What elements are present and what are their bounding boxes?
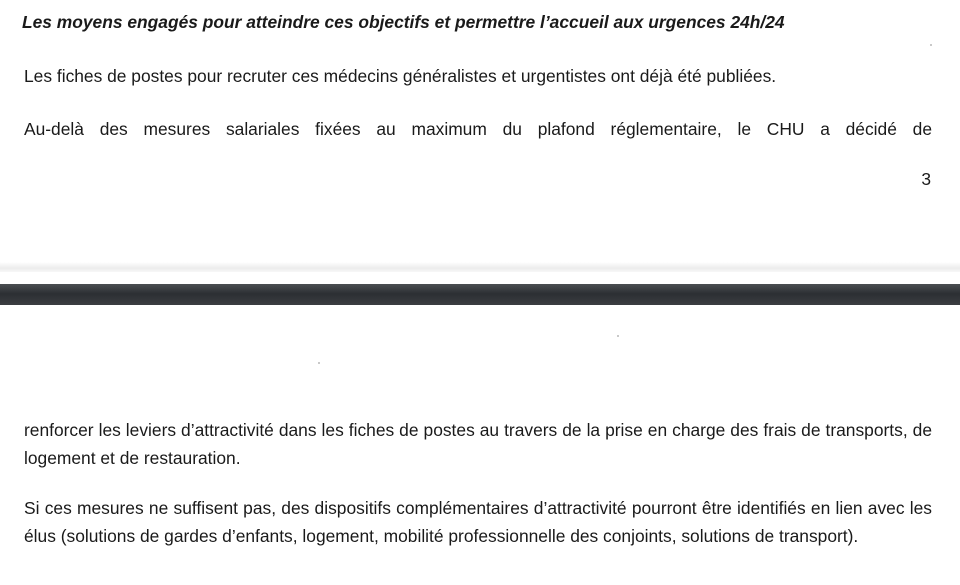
page-bottom [0,305,960,585]
section-heading: Les moyens engagés pour atteindre ces objectifs et permettre l’accueil aux urgences 24h/24 [22,12,785,32]
page-number: 3 [921,169,931,189]
page-top [0,0,960,268]
page-edge-shadow [0,262,960,272]
paragraph-complementary-measures: Si ces mesures ne suffisent pas, des dispositifs complémentaires d’attractivité pourront être identifiés en lien avec les élus (solutions de gardes d’enfants, logement, mobilité professionnelle des conjoints, solutions de transport). [24,498,932,546]
scan-speck [617,335,619,337]
paragraph-attractiveness-levers: renforcer les leviers d’attractivité dans les fiches de postes au travers de la prise en charge des frais de transports, de logement et de restauration. [24,420,932,468]
scan-speck [930,44,932,46]
paragraph-salary-measures-start: Au-delà des mesures salariales fixées au maximum du plafond réglementaire, le CHU a décidé de [24,119,932,139]
paragraph-job-postings: Les fiches de postes pour recruter ces médecins généralistes et urgentistes ont déjà été publiées. [24,66,777,86]
page-separator-bar [0,284,960,306]
scan-speck [318,362,320,364]
